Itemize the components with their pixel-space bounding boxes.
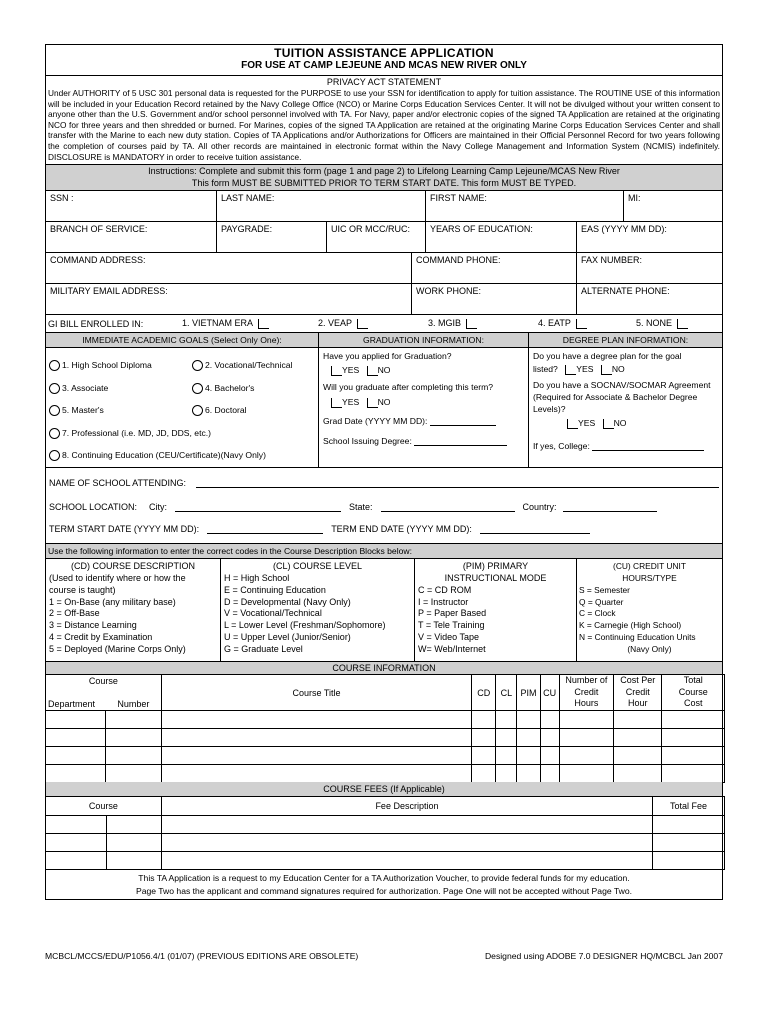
legend-line: P = Paper Based	[418, 608, 487, 619]
legend-line: K = Carnegie (High School)	[579, 620, 682, 631]
checkbox[interactable]	[565, 365, 576, 375]
course-info-title: COURSE INFORMATION	[46, 662, 722, 675]
fee-description-header: Fee Description	[161, 797, 652, 816]
checkbox[interactable]	[331, 398, 342, 408]
goals-title: IMMEDIATE ACADEMIC GOALS (Select Only One):	[46, 333, 318, 348]
gi-bill-label: GI BILL ENROLLED IN:	[48, 318, 144, 329]
graduation-column	[319, 333, 529, 467]
last-name-field[interactable]: LAST NAME:	[217, 191, 426, 221]
legend-line: course is taught)	[49, 584, 116, 595]
legend-line: (Navy Only)	[627, 643, 672, 654]
fee-row[interactable]	[46, 816, 725, 834]
city-input[interactable]	[175, 511, 341, 512]
fax-field[interactable]: FAX NUMBER:	[581, 255, 643, 266]
goal-label: 5. Master's	[62, 405, 104, 416]
country-label: Country:	[522, 502, 557, 513]
name-row	[46, 191, 722, 222]
checkbox[interactable]	[466, 319, 477, 329]
goal-label: 4. Bachelor's	[205, 382, 255, 393]
legend-line: (Used to identify where or how the	[49, 572, 186, 583]
legend-line: V = Video Tape	[418, 631, 479, 642]
radio-button[interactable]	[192, 360, 203, 371]
course-header: Course	[46, 675, 162, 687]
legend-line: 5 = Deployed (Marine Corps Only)	[49, 643, 186, 654]
radio-button[interactable]	[49, 450, 60, 461]
no-label: NO	[613, 418, 627, 429]
privacy-body: Under AUTHORITY of 5 USC 301 personal data is requested for the PURPOSE to use your SSN for identification to apply for tuition assistance. The ROUTINE USE of this information will be included in your Education Record retained by the Navy College Office (NCO) or Marine Corps Education Services Center. It will not be divulged without your written consent to anyone other than the U.S. Government and/or school personnel involved with TA. For Navy, paper and/or electronic copies of the signed TA Application are retained at the originating NCO for three years and then shredded or burned. For Marines, copies of the signed TA Application are retained at the originating Marine Corps Education Services Center and shall transfer with the Marine to each new duty station. Copies of TA Applications and/or Authorizations for Officers are maintained in their Official Personnel Record for two years following the completion of courses paid by TA. All other records are maintained in electronic format within the Navy College Management and Information System (NCMIS) indefinitely. DISCLOSURE is MANDATORY in order to receive tuition assistance.	[48, 88, 720, 162]
gi-option-label: 3. MGIB	[428, 318, 462, 329]
term-end-label: TERM END DATE (YYYY MM DD):	[331, 524, 472, 535]
instructions-bar	[46, 165, 722, 191]
checkbox[interactable]	[603, 419, 614, 429]
fee-row[interactable]	[46, 852, 725, 870]
gi-option-2[interactable]	[318, 318, 428, 329]
grad-date-input[interactable]	[430, 425, 496, 426]
school-name-label: NAME OF SCHOOL ATTENDING:	[49, 478, 187, 489]
legend-line: N = Continuing Education Units	[579, 631, 696, 642]
radio-button[interactable]	[49, 405, 60, 416]
fees-table	[45, 796, 725, 870]
term-start-input[interactable]	[207, 533, 323, 534]
codes-bar: Use the following information to enter the correct codes in the Course Description Blocks below:	[46, 544, 722, 559]
college-label: If yes, College:	[533, 441, 590, 452]
gi-option-3[interactable]	[428, 318, 538, 329]
cd-legend	[46, 559, 221, 661]
fee-row[interactable]	[46, 834, 725, 852]
radio-button[interactable]	[192, 383, 203, 394]
legend-line: 1 = On-Base (any military base)	[49, 596, 176, 607]
term-dates-line	[49, 520, 719, 534]
legend-line: E = Continuing Education	[224, 584, 326, 595]
fees-header-row	[46, 797, 725, 816]
privacy-title: PRIVACY ACT STATEMENT	[326, 77, 442, 87]
state-input[interactable]	[381, 511, 515, 512]
command-row	[46, 253, 722, 284]
goal-option[interactable]	[49, 399, 192, 422]
goal-option[interactable]	[49, 354, 192, 377]
goal-label: 1. High School Diploma	[62, 360, 152, 371]
ssn-field[interactable]: SSN :	[46, 191, 217, 221]
alternate-phone-field[interactable]: ALTERNATE PHONE:	[581, 286, 670, 297]
degree-plan-q2-options	[533, 415, 718, 431]
degree-plan-q1-end: listed?	[533, 364, 558, 375]
header-line: Number of	[565, 675, 608, 686]
checkbox[interactable]	[331, 366, 342, 376]
cl-legend-title: (CL) COURSE LEVEL	[272, 561, 363, 572]
goal-label: 2. Vocational/Technical	[205, 360, 293, 371]
checkbox[interactable]	[567, 419, 578, 429]
form-subtitle: FOR USE AT CAMP LEJEUNE AND MCAS NEW RIVER ONLY	[241, 60, 527, 71]
paygrade-field[interactable]: PAYGRADE:	[217, 222, 327, 252]
header-line: Cost	[683, 698, 703, 709]
pim-header: PIM	[517, 675, 540, 711]
degree-plan-body	[529, 348, 722, 453]
command-phone-field[interactable]: COMMAND PHONE:	[412, 253, 577, 283]
checkbox[interactable]	[576, 319, 587, 329]
graduation-title: GRADUATION INFORMATION:	[319, 333, 528, 348]
form-title: TUITION ASSISTANCE APPLICATION	[274, 46, 494, 60]
department-header: Department	[46, 699, 106, 711]
radio-button[interactable]	[49, 360, 60, 371]
course-title-header: Course Title	[161, 675, 471, 711]
header-line: Total	[683, 675, 703, 686]
gi-option-label: 1. VIETNAM ERA	[182, 318, 254, 329]
state-label: State:	[349, 502, 373, 513]
country-input[interactable]	[563, 511, 657, 512]
graduation-body	[319, 348, 528, 448]
goal-option[interactable]	[49, 377, 192, 400]
no-label: NO	[611, 364, 625, 375]
form-header	[46, 45, 722, 76]
radio-button[interactable]	[49, 428, 60, 439]
gi-option-5[interactable]	[636, 318, 720, 329]
course-row[interactable]	[46, 711, 725, 729]
checkbox[interactable]	[357, 319, 368, 329]
goal-label: 6. Doctoral	[205, 405, 247, 416]
school-location-label: SCHOOL LOCATION:	[49, 502, 138, 513]
college-input[interactable]	[592, 450, 704, 451]
form-number: MCBCL/MCCS/EDU/P1056.4/1 (01/07) (PREVIOUS EDITIONS ARE OBSOLETE)	[45, 951, 359, 961]
service-row	[46, 222, 722, 253]
legend-line: Q = Quarter	[579, 596, 624, 607]
checkbox[interactable]	[601, 365, 612, 375]
legend-line: U = Upper Level (Junior/Senior)	[224, 631, 351, 642]
issuing-degree-label: School Issuing Degree:	[323, 436, 412, 447]
graduation-q2-options	[323, 394, 524, 410]
goal-option[interactable]	[49, 422, 315, 445]
academic-section	[46, 333, 722, 468]
course-table-header-1	[46, 675, 725, 687]
work-phone-field[interactable]: WORK PHONE:	[412, 284, 577, 314]
pim-legend-title: (PIM) PRIMARY	[462, 561, 529, 572]
gi-option-1[interactable]	[182, 318, 318, 329]
statement-line-1: This TA Application is a request to my Education Center for a TA Authorization Voucher, to provide federal funds for my education.	[138, 873, 630, 884]
city-label: City:	[149, 502, 168, 513]
cost-per-credit-header	[614, 675, 662, 711]
radio-button[interactable]	[49, 383, 60, 394]
issuing-degree-line[interactable]	[323, 436, 524, 446]
gi-option-label: 4. EATP	[538, 318, 571, 329]
goal-option[interactable]	[192, 399, 247, 422]
degree-plan-column	[529, 333, 722, 467]
college-line[interactable]	[533, 441, 718, 451]
gi-bill-row	[46, 315, 722, 333]
header-line: Hours	[574, 698, 599, 709]
legend-line: 2 = Off-Base	[49, 608, 100, 619]
term-end-input[interactable]	[480, 533, 590, 534]
legend-line: C = Clock	[579, 608, 616, 619]
codes-legend	[46, 559, 722, 662]
radio-button[interactable]	[192, 405, 203, 416]
cd-header: CD	[472, 675, 496, 711]
school-name-input[interactable]	[196, 487, 719, 488]
goals-column	[46, 333, 319, 467]
eas-field[interactable]: EAS (YYYY MM DD):	[581, 224, 667, 235]
no-label: NO	[377, 365, 391, 376]
pim-legend	[415, 559, 577, 661]
graduation-q1-options	[323, 362, 524, 378]
header-line: Credit	[625, 686, 650, 697]
gi-option-4[interactable]	[538, 318, 636, 329]
degree-plan-q2: Do you have a SOCNAV/SOCMAR Agreement (Required for Associate & Bachelor Degree Levels)?	[533, 380, 711, 415]
total-fee-header: Total Fee	[653, 797, 725, 816]
command-address-field[interactable]: COMMAND ADDRESS:	[46, 253, 412, 283]
statement-line-2: Page Two has the applicant and command signatures required for authorization. Page One will not be accepted without Page Two.	[135, 885, 633, 896]
gi-option-label: 5. NONE	[636, 318, 673, 329]
first-name-field[interactable]: FIRST NAME:	[426, 191, 624, 221]
pim-legend-subtitle: INSTRUCTIONAL MODE	[444, 572, 547, 583]
goals-list	[46, 348, 318, 467]
grad-date-label: Grad Date (YYYY MM DD):	[323, 416, 428, 427]
legend-line: C = CD ROM	[418, 584, 472, 595]
issuing-degree-input[interactable]	[414, 445, 507, 446]
school-name-line[interactable]	[49, 474, 719, 488]
instructions-line-2: This form MUST BE SUBMITTED PRIOR TO TERM START DATE. This form MUST BE TYPED.	[191, 177, 577, 188]
legend-line: D = Developmental (Navy Only)	[224, 596, 351, 607]
no-label: NO	[377, 397, 391, 408]
legend-line: H = High School	[224, 572, 290, 583]
course-fees-title: COURSE FEES (If Applicable)	[46, 782, 722, 797]
authorization-statement	[46, 869, 722, 899]
course-row[interactable]	[46, 765, 725, 783]
legend-line: I = Instructor	[418, 596, 469, 607]
branch-field[interactable]: BRANCH OF SERVICE:	[46, 222, 217, 252]
school-location-line	[49, 498, 719, 512]
course-row[interactable]	[46, 747, 725, 765]
yes-label: YES	[578, 418, 596, 429]
yes-label: YES	[576, 364, 594, 375]
legend-line: 3 = Distance Learning	[49, 620, 137, 631]
legend-line: L = Lower Level (Freshman/Sophomore)	[224, 620, 386, 631]
cd-legend-title: (CD) COURSE DESCRIPTION	[70, 561, 195, 572]
legend-line: T = Tele Training	[418, 620, 485, 631]
form-footer	[45, 951, 723, 961]
designer-note: Designed using ADOBE 7.0 DESIGNER HQ/MCBCL Jan 2007	[484, 951, 723, 961]
degree-plan-title: DEGREE PLAN INFORMATION:	[529, 333, 722, 348]
checkbox[interactable]	[367, 398, 378, 408]
term-start-label: TERM START DATE (YYYY MM DD):	[49, 524, 200, 535]
header-line: Course	[678, 686, 708, 697]
cl-header: CL	[496, 675, 517, 711]
legend-line: W= Web/Internet	[418, 643, 486, 654]
degree-plan-q1: Do you have a degree plan for the goal	[533, 351, 682, 362]
number-header: Number	[106, 699, 161, 711]
total-cost-header	[662, 675, 725, 711]
goal-option[interactable]	[192, 354, 292, 377]
course-table	[45, 674, 725, 783]
goal-option[interactable]	[49, 444, 315, 467]
grad-date-line[interactable]	[323, 416, 524, 426]
goal-label: 3. Associate	[62, 382, 109, 393]
uic-field[interactable]: UIC OR MCC/RUC:	[327, 222, 426, 252]
goal-label: 8. Continuing Education (CEU/Certificate)(Navy Only)	[62, 450, 266, 461]
legend-line: S = Semester	[579, 584, 630, 595]
course-row[interactable]	[46, 729, 725, 747]
graduation-q2: Will you graduate after completing this term?	[323, 382, 494, 393]
fee-course-header: Course	[46, 797, 162, 816]
goal-option[interactable]	[192, 377, 254, 400]
cu-legend	[577, 559, 722, 661]
checkbox[interactable]	[258, 319, 269, 329]
cl-legend	[221, 559, 415, 661]
email-field[interactable]: MILITARY EMAIL ADDRESS:	[46, 284, 412, 314]
degree-plan-q1-row	[533, 362, 718, 376]
gi-option-label: 2. VEAP	[318, 318, 353, 329]
school-section	[46, 468, 722, 544]
goal-label: 7. Professional (i.e. MD, JD, DDS, etc.)	[62, 427, 211, 438]
graduation-q1: Have you applied for Graduation?	[323, 351, 452, 362]
checkbox[interactable]	[677, 319, 688, 329]
header-line: Credit	[574, 686, 599, 697]
header-line: Hour	[628, 698, 648, 709]
yes-label: YES	[342, 397, 360, 408]
contact-row	[46, 284, 722, 315]
header-line: Cost Per	[620, 675, 656, 686]
legend-line: G = Graduate Level	[224, 643, 303, 654]
years-education-field[interactable]: YEARS OF EDUCATION:	[426, 222, 577, 252]
legend-line: V = Vocational/Technical	[224, 608, 322, 619]
ta-application-form	[45, 44, 723, 900]
cu-legend-title: (CU) CREDIT UNIT	[613, 561, 686, 572]
credit-hours-header	[559, 675, 613, 711]
checkbox[interactable]	[367, 366, 378, 376]
instructions-line-1: Instructions: Complete and submit this form (page 1 and page 2) to Lifelong Learning Camp Lejeune/MCAS New River	[148, 166, 620, 177]
mi-field[interactable]: MI:	[628, 193, 641, 204]
privacy-act-section	[46, 76, 722, 165]
legend-line: 4 = Credit by Examination	[49, 631, 153, 642]
cu-legend-subtitle: HOURS/TYPE	[622, 572, 677, 583]
cu-header: CU	[540, 675, 559, 711]
yes-label: YES	[342, 365, 360, 376]
